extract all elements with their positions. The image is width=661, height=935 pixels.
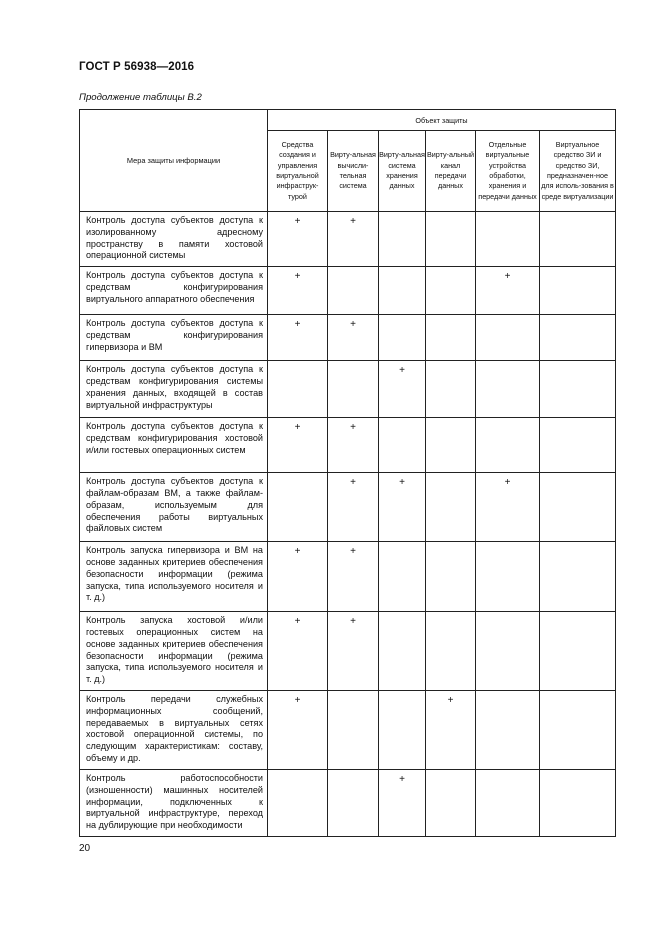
applicability-mark-cell (476, 612, 540, 691)
column-header-virtual-security-tool: Виртуальное средство ЗИ и средство ЗИ, предназначен-ное для исполь-зования в среде виртуализации (540, 131, 616, 212)
applicability-mark-cell: + (328, 473, 379, 542)
table-row (80, 212, 616, 267)
applicability-mark-cell (540, 769, 616, 836)
document-header: ГОСТ Р 56938—2016 (79, 61, 195, 73)
table-row (80, 542, 616, 612)
applicability-mark-cell (426, 212, 476, 267)
applicability-mark-cell: + (268, 418, 328, 473)
applicability-mark-cell (476, 542, 540, 612)
applicability-mark-cell (328, 267, 379, 315)
applicability-mark-cell: + (379, 473, 426, 542)
measure-cell: Контроль доступа субъектов доступа к средствам конфигурирования системы хранения данных, входящей в состав виртуальной инфраструктуры (80, 361, 268, 418)
applicability-mark-cell: + (328, 212, 379, 267)
applicability-mark-cell (426, 769, 476, 836)
page-number: 20 (79, 843, 91, 854)
table-row (80, 315, 616, 361)
applicability-mark-cell (328, 361, 379, 418)
applicability-mark-cell (540, 690, 616, 769)
measure-cell: Контроль доступа субъектов доступа к средствам конфигурирования хостовой и/или гостевых операционных систем (80, 418, 268, 473)
applicability-mark-cell: + (328, 612, 379, 691)
measure-cell: Контроль запуска хостовой и/или гостевых операционных систем на основе заданных критериев обеспечения безопасности информации (режима запуска, типа используемого носителя и т. д.) (80, 612, 268, 691)
column-header-virtual-computing-system: Вирту-альная вычисли-тельная система (328, 131, 379, 212)
measure-cell: Контроль доступа субъектов доступа к средствам конфигурирования виртуального аппаратного обеспечения (80, 267, 268, 315)
applicability-mark-cell: + (328, 542, 379, 612)
applicability-mark-cell (328, 769, 379, 836)
applicability-mark-cell (476, 361, 540, 418)
applicability-mark-cell (268, 769, 328, 836)
applicability-mark-cell (379, 612, 426, 691)
applicability-mark-cell (379, 315, 426, 361)
measure-cell: Контроль работоспособности (изношенности) машинных носителей информации, подключенных к виртуальной инфраструктуре, переход на дублирующие при необходимости (80, 769, 268, 836)
measure-cell: Контроль запуска гипервизора и ВМ на основе заданных критериев обеспечения безопасности информации (режима запуска, типа используемого носителя и т. д.) (80, 542, 268, 612)
applicability-mark-cell: + (268, 212, 328, 267)
measure-cell: Контроль доступа субъектов доступа к средствам конфигурирования гипервизора и ВМ (80, 315, 268, 361)
applicability-mark-cell (540, 612, 616, 691)
applicability-mark-cell (540, 315, 616, 361)
applicability-mark-cell (476, 690, 540, 769)
applicability-mark-cell (426, 473, 476, 542)
applicability-mark-cell (328, 690, 379, 769)
applicability-mark-cell (426, 267, 476, 315)
applicability-mark-cell (540, 267, 616, 315)
applicability-mark-cell (540, 418, 616, 473)
measure-cell: Контроль передачи служебных информационных сообщений, передаваемых в виртуальных сетях хостовой операционной системы, по следующим характеристикам: составу, объему и др. (80, 690, 268, 769)
table-body (80, 212, 616, 837)
applicability-mark-cell (379, 267, 426, 315)
applicability-mark-cell (426, 612, 476, 691)
applicability-mark-cell: + (379, 361, 426, 418)
applicability-mark-cell: + (268, 612, 328, 691)
applicability-mark-cell: + (268, 267, 328, 315)
applicability-mark-cell (426, 418, 476, 473)
table-caption: Продолжение таблицы В.2 (79, 92, 202, 103)
applicability-mark-cell (476, 769, 540, 836)
applicability-mark-cell (476, 315, 540, 361)
applicability-mark-cell: + (268, 690, 328, 769)
measure-cell: Контроль доступа субъектов доступа к изолированному адресному пространству в памяти хостовой операционной системы (80, 212, 268, 267)
applicability-mark-cell (540, 542, 616, 612)
applicability-mark-cell (426, 315, 476, 361)
applicability-mark-cell (540, 473, 616, 542)
applicability-mark-cell: + (379, 769, 426, 836)
measure-column-header: Мера защиты информации (80, 110, 268, 212)
applicability-mark-cell: + (476, 267, 540, 315)
column-header-virtual-devices: Отдельные виртуальные устройства обработки, хранения и передачи данных (476, 131, 540, 212)
applicability-mark-cell (426, 361, 476, 418)
applicability-mark-cell: + (328, 418, 379, 473)
applicability-mark-cell (540, 361, 616, 418)
protection-measures-table (79, 109, 616, 837)
table-row (80, 612, 616, 691)
table-row (80, 418, 616, 473)
protection-object-group-header: Объект защиты (268, 110, 616, 131)
table-row (80, 690, 616, 769)
applicability-mark-cell (379, 212, 426, 267)
applicability-mark-cell (426, 542, 476, 612)
table-row (80, 361, 616, 418)
applicability-mark-cell: + (268, 315, 328, 361)
applicability-mark-cell: + (426, 690, 476, 769)
applicability-mark-cell: + (328, 315, 379, 361)
column-header-management-tools: Средства создания и управления виртуальной инфраструк-турой (268, 131, 328, 212)
table-row (80, 769, 616, 836)
table-row (80, 267, 616, 315)
applicability-mark-cell (379, 690, 426, 769)
column-header-virtual-data-channel: Вирту-альный канал передачи данных (426, 131, 476, 212)
applicability-mark-cell (476, 418, 540, 473)
applicability-mark-cell (268, 473, 328, 542)
applicability-mark-cell: + (268, 542, 328, 612)
applicability-mark-cell (540, 212, 616, 267)
measure-cell: Контроль доступа субъектов доступа к файлам-образам ВМ, а также файлам-образам, используемым для обеспечения работы виртуальных файловых систем (80, 473, 268, 542)
applicability-mark-cell: + (476, 473, 540, 542)
applicability-mark-cell (379, 542, 426, 612)
applicability-mark-cell (379, 418, 426, 473)
applicability-mark-cell (476, 212, 540, 267)
column-header-virtual-storage-system: Вирту-альная система хранения данных (379, 131, 426, 212)
applicability-mark-cell (268, 361, 328, 418)
table-row (80, 473, 616, 542)
